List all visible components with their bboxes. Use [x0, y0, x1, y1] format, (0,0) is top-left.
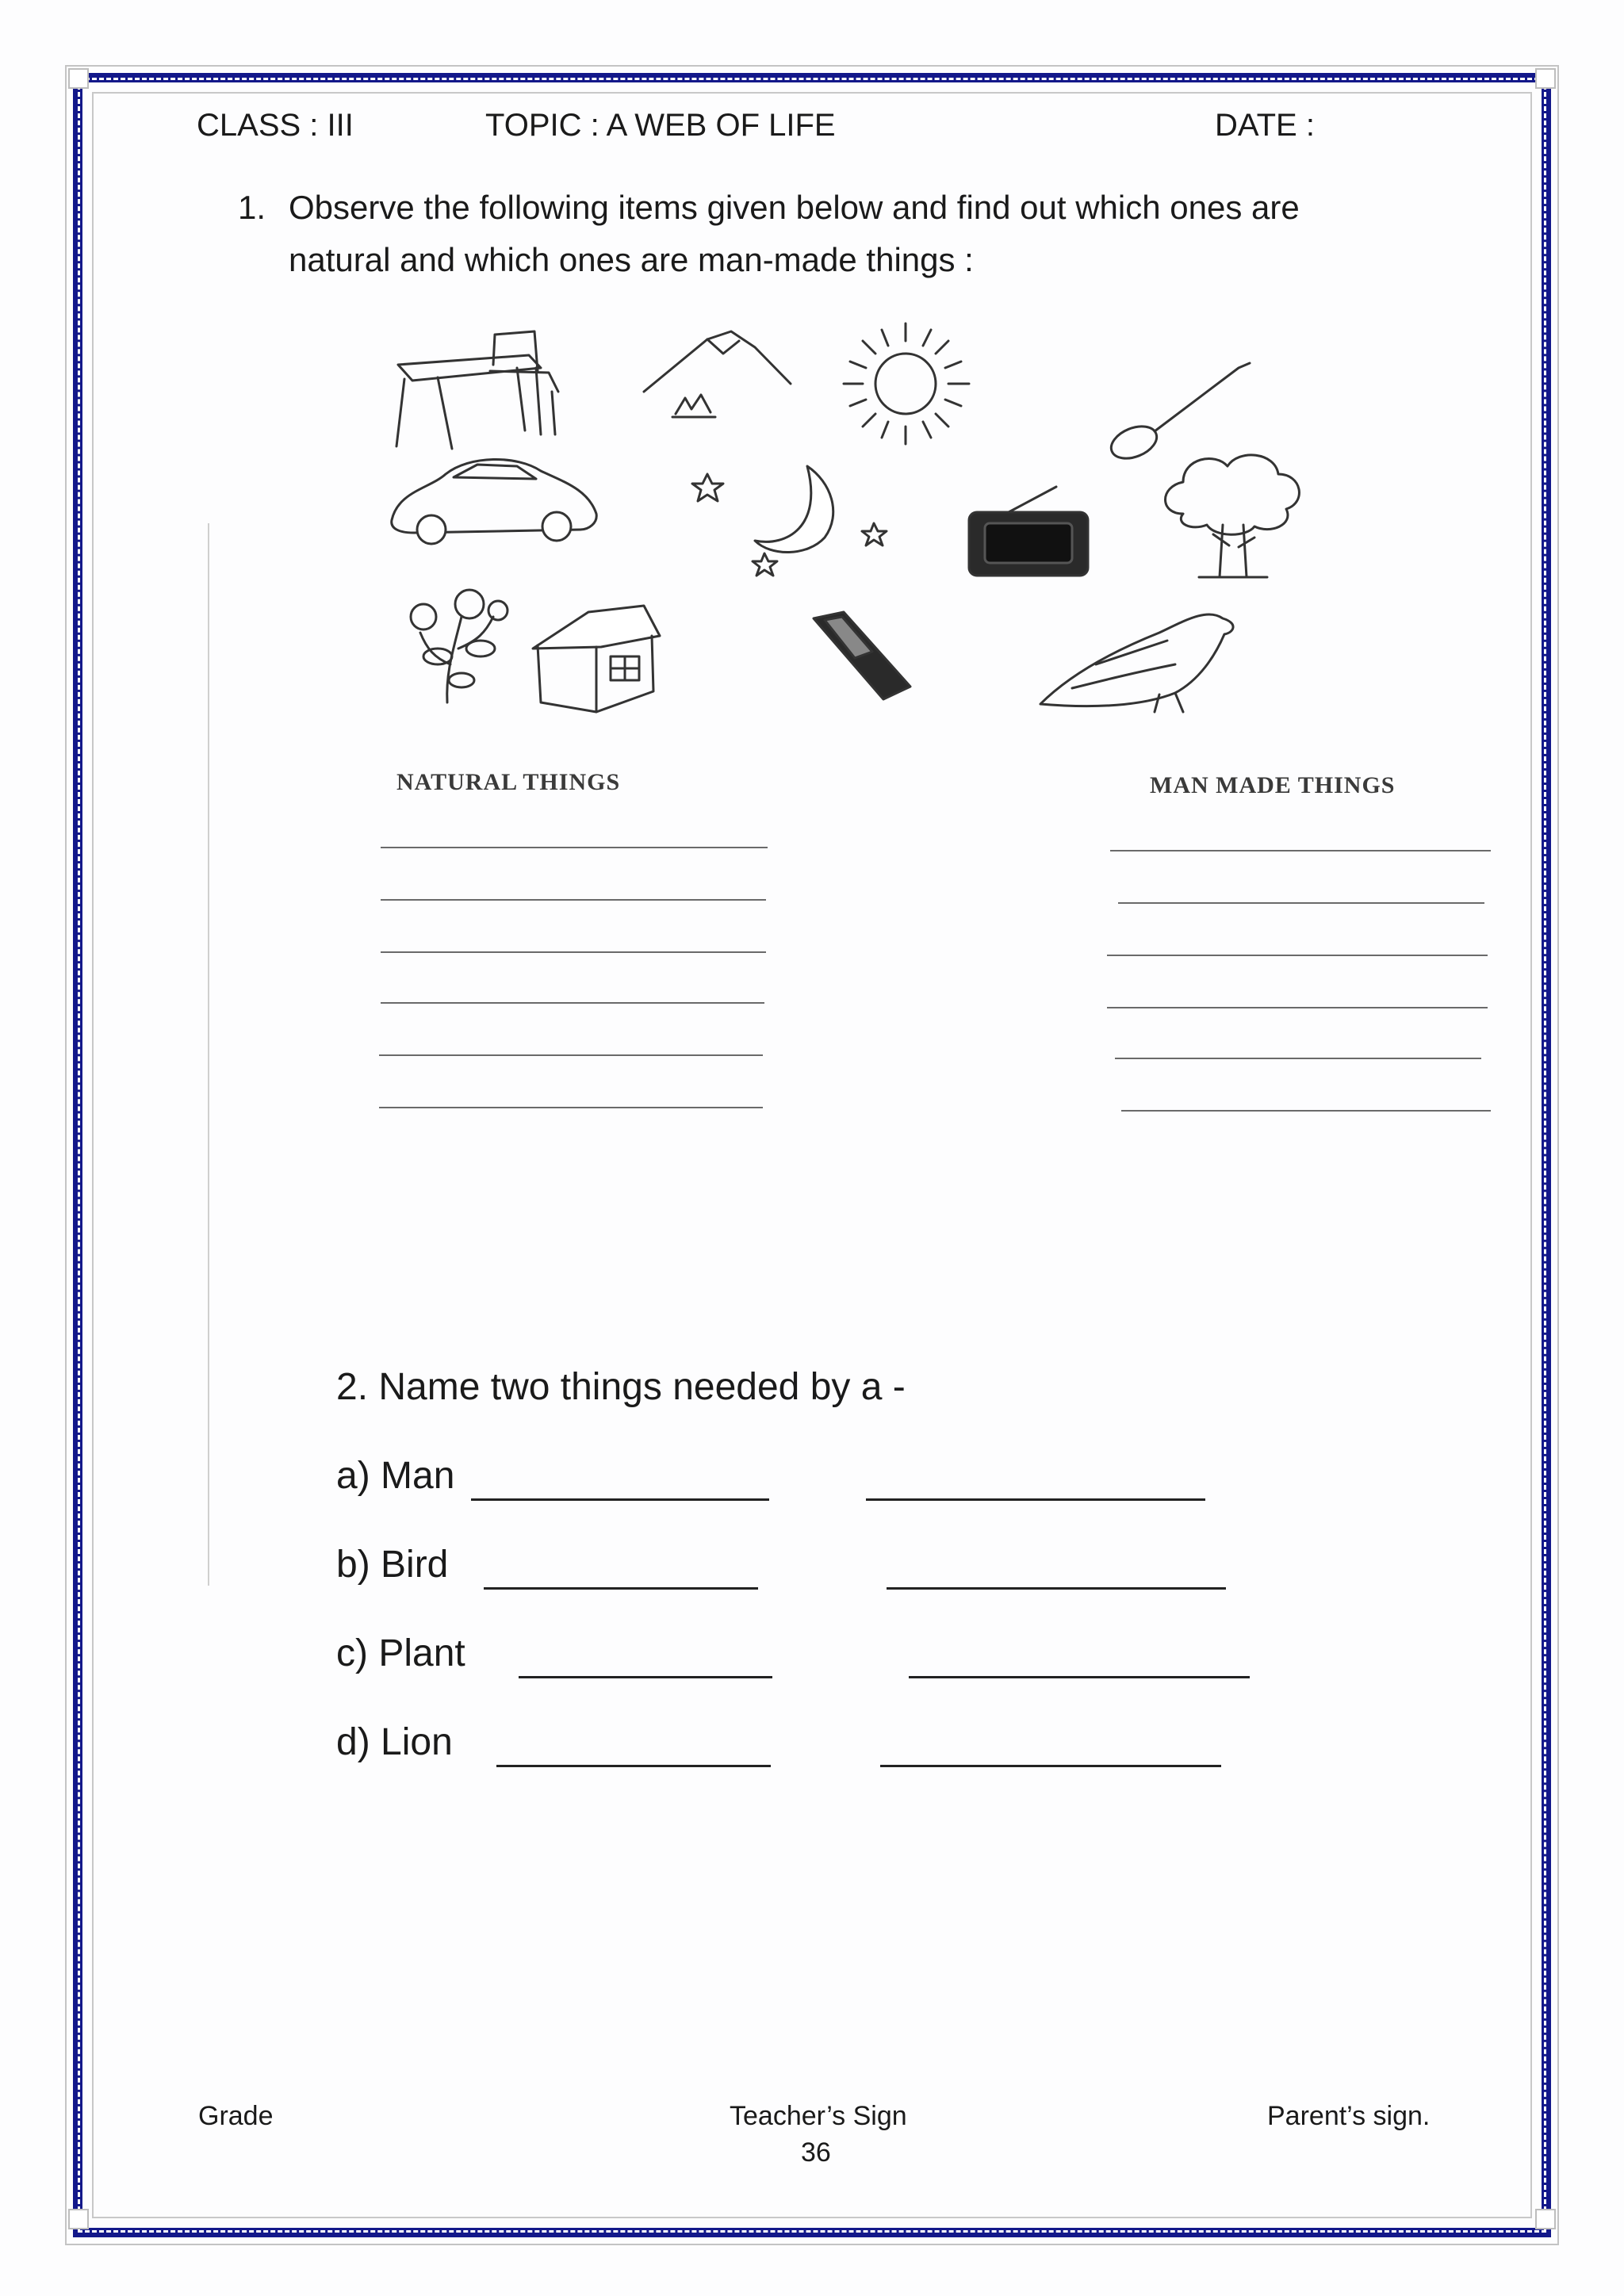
teacher-sign-label: Teacher’s Sign — [730, 2101, 907, 2131]
natural-answer-line[interactable] — [381, 847, 768, 848]
corner-mark-top-right — [1535, 68, 1556, 89]
lion-answer-1[interactable] — [496, 1765, 771, 1767]
class-label: CLASS : III — [197, 108, 354, 143]
lion-answer-2[interactable] — [880, 1765, 1221, 1767]
scan-margin-line — [208, 523, 209, 1586]
desk-icon — [396, 331, 558, 449]
mobile-phone-icon — [814, 612, 910, 699]
manmade-answer-line[interactable] — [1107, 955, 1488, 956]
question1-line2: natural and which ones are man-made things : — [289, 241, 974, 278]
row-label-lion: d) Lion — [336, 1721, 453, 1763]
house-icon — [533, 606, 660, 712]
parent-sign-label: Parent’s sign. — [1267, 2101, 1431, 2131]
mountain-icon — [644, 331, 791, 417]
manmade-answer-line[interactable] — [1115, 1058, 1481, 1059]
manmade-answer-line[interactable] — [1118, 902, 1484, 904]
corner-mark-top-left — [68, 68, 89, 89]
items-illustration — [358, 316, 1500, 1132]
natural-answer-line[interactable] — [381, 951, 766, 953]
man-answer-1[interactable] — [471, 1498, 769, 1501]
man-made-things-heading: MAN MADE THINGS — [1150, 772, 1396, 798]
rose-plant-icon — [411, 590, 508, 702]
date-label: DATE : — [1215, 108, 1315, 143]
natural-answer-line[interactable] — [379, 1107, 763, 1108]
bird-answer-1[interactable] — [484, 1587, 758, 1590]
pigeon-icon — [1040, 614, 1233, 712]
plant-answer-2[interactable] — [909, 1676, 1250, 1678]
sun-icon — [844, 323, 969, 444]
question1-number: 1. — [238, 189, 266, 226]
man-answer-2[interactable] — [866, 1498, 1205, 1501]
manmade-answer-line[interactable] — [1121, 1110, 1491, 1112]
corner-mark-bottom-left — [68, 2209, 89, 2229]
radio-icon — [969, 487, 1088, 576]
spoon-icon — [1106, 363, 1250, 465]
natural-answer-line[interactable] — [379, 1054, 763, 1056]
natural-things-heading: NATURAL THINGS — [396, 769, 621, 795]
question2-title: 2. Name two things needed by a - — [336, 1366, 906, 1408]
grade-label: Grade — [198, 2101, 274, 2131]
moon-and-stars-icon — [692, 466, 887, 576]
bird-answer-2[interactable] — [887, 1587, 1226, 1590]
corner-mark-bottom-right — [1535, 2209, 1556, 2229]
tree-icon — [1166, 455, 1300, 577]
question1-line1: Observe the following items given below and find out which ones are — [289, 189, 1300, 226]
row-label-man: a) Man — [336, 1455, 455, 1497]
manmade-answer-line[interactable] — [1107, 1007, 1488, 1008]
natural-answer-line[interactable] — [381, 899, 766, 901]
natural-answer-line[interactable] — [381, 1002, 764, 1004]
topic-label: TOPIC : A WEB OF LIFE — [485, 108, 836, 143]
manmade-answer-line[interactable] — [1110, 850, 1491, 851]
page-number: 36 — [801, 2137, 831, 2168]
car-icon — [392, 459, 596, 544]
row-label-bird: b) Bird — [336, 1544, 449, 1586]
row-label-plant: c) Plant — [336, 1632, 465, 1674]
plant-answer-1[interactable] — [519, 1676, 772, 1678]
